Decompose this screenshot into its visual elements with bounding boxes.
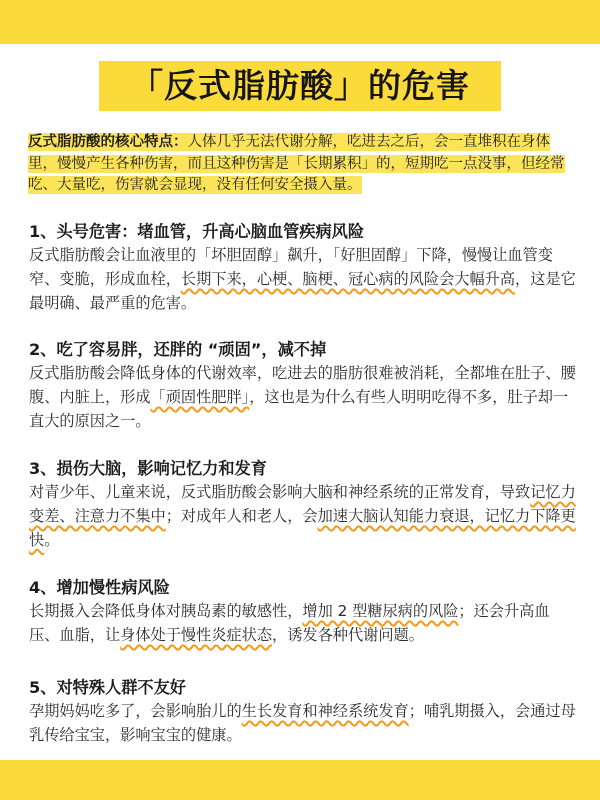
intro-paragraph (28, 132, 574, 197)
intro-highlight (28, 133, 565, 194)
section-heading: 1、头号危害：堵血管，升高心脑血管疾病风险 (29, 222, 365, 241)
section-heading: 5、对特殊人群不友好 (29, 678, 186, 697)
body-text: 。 (44, 530, 60, 549)
section-heading: 2、吃了容易胖，还胖的 “顽固”，减不掉 (29, 340, 327, 359)
underlined-text: 加速大脑认知能力衰退，记忆力下降更快 (29, 506, 576, 549)
content-card (0, 44, 600, 760)
section-3 (29, 457, 577, 552)
body-text: ；对成年人和老人，会 (165, 506, 318, 525)
section-body (29, 244, 577, 315)
intro-text: 人体几乎无法代谢分解，吃进去之后，会一直堆积在身体里，慢慢产生各种伤害，而且这种伤害是「长期累积」的，短期吃一点没事，但经常吃、大量吃，伤害就会显现，没有任何安全摄入量。 (28, 134, 565, 193)
section-4 (29, 576, 577, 648)
section-2 (29, 338, 577, 433)
title-highlight (99, 61, 501, 111)
body-text: 反式脂肪酸会让血液里的「坏胆固醇」飙升，「好胆固醇」下降，慢慢让血管变窄、变脆，形成血栓， (29, 246, 553, 288)
section-heading: 4、增加慢性病风险 (29, 578, 170, 597)
section-5 (29, 676, 577, 748)
body-text: 对青少年、儿童来说，反式脂肪酸会影响大脑和神经系统的正常发育，导致 (29, 483, 531, 501)
section-body (29, 481, 577, 552)
underlined-text: 长期下来，心梗、脑梗、冠心病的风险会大幅升高 (180, 269, 515, 288)
section-body (29, 362, 577, 433)
underlined-text: 增加 2 型糖尿病的风险 (302, 602, 459, 620)
body-text: ；哺乳期摄入，会通过母乳传给宝宝，影响宝宝的健康。 (29, 702, 576, 744)
page-title: 「反式脂肪酸」的危害 (130, 66, 470, 105)
body-text: ，诱发各种代谢问题。 (272, 625, 424, 644)
section-body (29, 600, 577, 648)
body-text: 反式脂肪酸会降低身体的代谢效率，吃进去的脂肪很难被消耗，全都堆在肚子、腰腹、内脏上，形成 (29, 364, 576, 406)
underlined-text: 记忆力变差、注意力不集中 (29, 483, 576, 525)
underlined-text: 身体处于慢性炎症状态 (120, 625, 272, 644)
section-heading: 3、损伤大脑，影响记忆力和发育 (29, 459, 267, 478)
section-body (29, 700, 577, 748)
underlined-text: 生长发育和神经系统发育 (241, 702, 409, 720)
body-text: ，这也是为什么有些人明明吃得不多，肚子却一直大的原因之一。 (29, 387, 569, 430)
section-1 (29, 220, 577, 315)
body-text: ，这是它最明确、最严重的危害。 (29, 269, 576, 312)
underlined-text: 「顽固性肥胖」 (150, 387, 250, 406)
intro-lead: 反式脂肪酸的核心特点： (28, 134, 188, 150)
body-text: 孕期妈妈吃多了，会影响胎儿的 (29, 702, 242, 720)
body-text: 长期摄入会降低身体对胰岛素的敏感性， (29, 602, 303, 620)
body-text: ；还会升高血压、血脂，让 (29, 602, 550, 644)
